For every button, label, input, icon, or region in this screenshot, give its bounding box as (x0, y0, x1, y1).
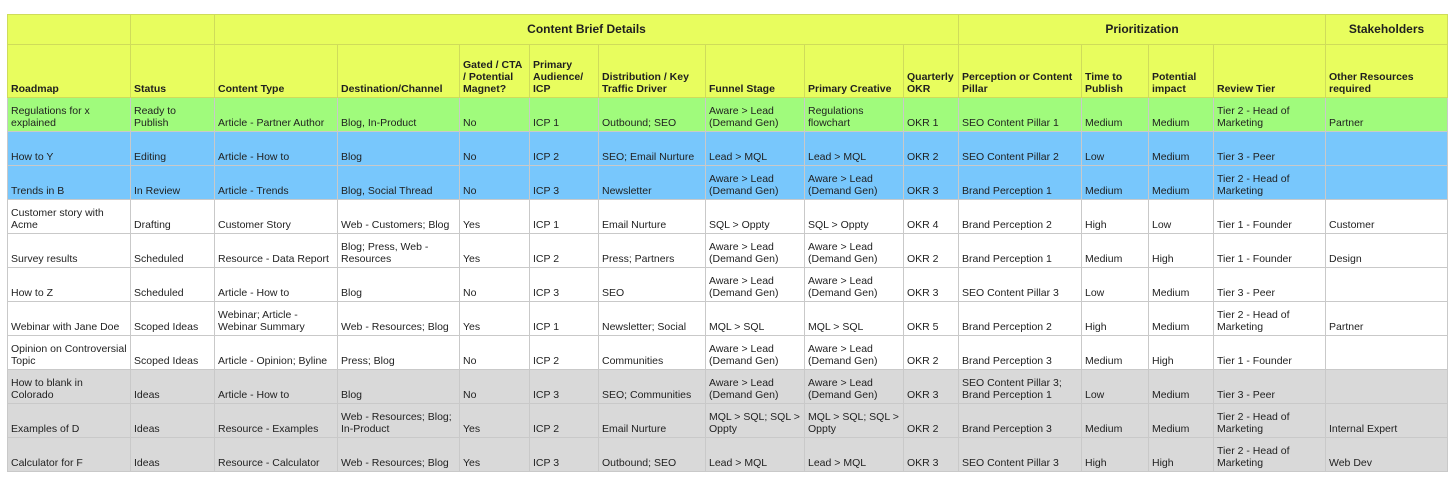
cell-potential-impact[interactable]: Medium (1149, 166, 1214, 200)
cell-quarterly-okr[interactable]: OKR 3 (904, 370, 959, 404)
cell-quarterly-okr[interactable]: OKR 3 (904, 166, 959, 200)
cell-time-to-publish[interactable]: Low (1082, 370, 1149, 404)
cell-distribution-key-traffic-driver[interactable]: Press; Partners (599, 234, 706, 268)
cell-review-tier[interactable]: Tier 2 - Head of Marketing (1214, 404, 1326, 438)
cell-perception-or-content-pillar[interactable]: Brand Perception 2 (959, 302, 1082, 336)
cell-roadmap[interactable]: Regulations for x explained (8, 98, 131, 132)
cell-distribution-key-traffic-driver[interactable]: Outbound; SEO (599, 98, 706, 132)
cell-gated-cta-potential-magnet[interactable]: No (460, 166, 530, 200)
cell-funnel-stage[interactable]: MQL > SQL; SQL > Oppty (706, 404, 805, 438)
cell-time-to-publish[interactable]: High (1082, 302, 1149, 336)
cell-destination-channel[interactable]: Web - Resources; Blog; In-Product (338, 404, 460, 438)
cell-quarterly-okr[interactable]: OKR 2 (904, 132, 959, 166)
cell-gated-cta-potential-magnet[interactable]: Yes (460, 302, 530, 336)
cell-primary-audience-icp[interactable]: ICP 3 (530, 370, 599, 404)
cell-review-tier[interactable]: Tier 3 - Peer (1214, 132, 1326, 166)
cell-roadmap[interactable]: How to blank in Colorado (8, 370, 131, 404)
cell-status[interactable]: Scheduled (131, 268, 215, 302)
cell-roadmap[interactable]: Customer story with Acme (8, 200, 131, 234)
cell-status[interactable]: Ready to Publish (131, 98, 215, 132)
column-header-funnel-stage[interactable]: Funnel Stage (706, 45, 805, 98)
cell-distribution-key-traffic-driver[interactable]: Email Nurture (599, 200, 706, 234)
group-header-empty[interactable] (131, 15, 215, 45)
cell-review-tier[interactable]: Tier 1 - Founder (1214, 200, 1326, 234)
cell-destination-channel[interactable]: Blog (338, 268, 460, 302)
cell-perception-or-content-pillar[interactable]: SEO Content Pillar 3 (959, 268, 1082, 302)
cell-review-tier[interactable]: Tier 2 - Head of Marketing (1214, 302, 1326, 336)
cell-gated-cta-potential-magnet[interactable]: Yes (460, 234, 530, 268)
cell-quarterly-okr[interactable]: OKR 2 (904, 404, 959, 438)
cell-quarterly-okr[interactable]: OKR 2 (904, 336, 959, 370)
cell-other-resources-required[interactable]: Customer (1326, 200, 1448, 234)
column-header-roadmap[interactable]: Roadmap (8, 45, 131, 98)
cell-other-resources-required[interactable]: Internal Expert (1326, 404, 1448, 438)
column-header-status[interactable]: Status (131, 45, 215, 98)
column-header-perception-or-content-pillar[interactable]: Perception or Content Pillar (959, 45, 1082, 98)
cell-gated-cta-potential-magnet[interactable]: Yes (460, 200, 530, 234)
table-row (8, 268, 1448, 302)
cell-primary-creative[interactable]: SQL > Oppty (805, 200, 904, 234)
cell-other-resources-required[interactable]: Design (1326, 234, 1448, 268)
cell-potential-impact[interactable]: Medium (1149, 370, 1214, 404)
cell-roadmap[interactable]: How to Y (8, 132, 131, 166)
table-row (8, 302, 1448, 336)
cell-primary-creative[interactable]: Aware > Lead (Demand Gen) (805, 370, 904, 404)
cell-content-type[interactable]: Webinar; Article - Webinar Summary (215, 302, 338, 336)
cell-distribution-key-traffic-driver[interactable]: Email Nurture (599, 404, 706, 438)
cell-destination-channel[interactable]: Web - Customers; Blog (338, 200, 460, 234)
cell-destination-channel[interactable]: Press; Blog (338, 336, 460, 370)
column-header-content-type[interactable]: Content Type (215, 45, 338, 98)
column-header-primary-audience-icp[interactable]: Primary Audience/ ICP (530, 45, 599, 98)
cell-destination-channel[interactable]: Web - Resources; Blog (338, 302, 460, 336)
cell-content-type[interactable]: Article - Opinion; Byline (215, 336, 338, 370)
cell-destination-channel[interactable]: Web - Resources; Blog (338, 438, 460, 472)
cell-gated-cta-potential-magnet[interactable]: Yes (460, 438, 530, 472)
cell-quarterly-okr[interactable]: OKR 5 (904, 302, 959, 336)
cell-roadmap[interactable]: Survey results (8, 234, 131, 268)
cell-primary-audience-icp[interactable]: ICP 3 (530, 268, 599, 302)
column-header-gated-cta-potential-magnet[interactable]: Gated / CTA / Potential Magnet? (460, 45, 530, 98)
column-header-time-to-publish[interactable]: Time to Publish (1082, 45, 1149, 98)
cell-review-tier[interactable]: Tier 1 - Founder (1214, 336, 1326, 370)
cell-time-to-publish[interactable]: High (1082, 200, 1149, 234)
cell-content-type[interactable]: Resource - Data Report (215, 234, 338, 268)
table-row (8, 370, 1448, 404)
cell-perception-or-content-pillar[interactable]: SEO Content Pillar 3; Brand Perception 1 (959, 370, 1082, 404)
cell-funnel-stage[interactable]: Aware > Lead (Demand Gen) (706, 166, 805, 200)
cell-roadmap[interactable]: How to Z (8, 268, 131, 302)
cell-gated-cta-potential-magnet[interactable]: No (460, 132, 530, 166)
content-roadmap-table (7, 14, 1448, 472)
cell-review-tier[interactable]: Tier 1 - Founder (1214, 234, 1326, 268)
cell-gated-cta-potential-magnet[interactable]: No (460, 98, 530, 132)
cell-time-to-publish[interactable]: Medium (1082, 234, 1149, 268)
cell-quarterly-okr[interactable]: OKR 3 (904, 268, 959, 302)
cell-review-tier[interactable]: Tier 2 - Head of Marketing (1214, 438, 1326, 472)
cell-time-to-publish[interactable]: Medium (1082, 404, 1149, 438)
column-header-primary-creative[interactable]: Primary Creative (805, 45, 904, 98)
cell-quarterly-okr[interactable]: OKR 1 (904, 98, 959, 132)
cell-content-type[interactable]: Article - How to (215, 370, 338, 404)
cell-time-to-publish[interactable]: Medium (1082, 336, 1149, 370)
cell-review-tier[interactable]: Tier 2 - Head of Marketing (1214, 166, 1326, 200)
cell-time-to-publish[interactable]: High (1082, 438, 1149, 472)
table-row (8, 336, 1448, 370)
cell-quarterly-okr[interactable]: OKR 2 (904, 234, 959, 268)
cell-roadmap[interactable]: Opinion on Controversial Topic (8, 336, 131, 370)
cell-primary-audience-icp[interactable]: ICP 3 (530, 166, 599, 200)
cell-primary-creative[interactable]: Aware > Lead (Demand Gen) (805, 268, 904, 302)
cell-gated-cta-potential-magnet[interactable]: No (460, 336, 530, 370)
cell-roadmap[interactable]: Calculator for F (8, 438, 131, 472)
cell-gated-cta-potential-magnet[interactable]: Yes (460, 404, 530, 438)
cell-funnel-stage[interactable]: Aware > Lead (Demand Gen) (706, 268, 805, 302)
cell-roadmap[interactable]: Trends in B (8, 166, 131, 200)
cell-status[interactable]: Ideas (131, 370, 215, 404)
cell-quarterly-okr[interactable]: OKR 3 (904, 438, 959, 472)
cell-content-type[interactable]: Article - How to (215, 268, 338, 302)
cell-destination-channel[interactable]: Blog; Press, Web - Resources (338, 234, 460, 268)
cell-quarterly-okr[interactable]: OKR 4 (904, 200, 959, 234)
cell-destination-channel[interactable]: Blog (338, 370, 460, 404)
cell-time-to-publish[interactable]: Low (1082, 132, 1149, 166)
cell-review-tier[interactable]: Tier 3 - Peer (1214, 268, 1326, 302)
cell-perception-or-content-pillar[interactable]: Brand Perception 1 (959, 234, 1082, 268)
cell-status[interactable]: Scheduled (131, 234, 215, 268)
cell-content-type[interactable]: Article - Trends (215, 166, 338, 200)
cell-content-type[interactable]: Resource - Calculator (215, 438, 338, 472)
cell-other-resources-required[interactable] (1326, 268, 1448, 302)
cell-content-type[interactable]: Customer Story (215, 200, 338, 234)
cell-funnel-stage[interactable]: Aware > Lead (Demand Gen) (706, 98, 805, 132)
cell-primary-creative[interactable]: Lead > MQL (805, 438, 904, 472)
table-row (8, 166, 1448, 200)
cell-distribution-key-traffic-driver[interactable]: SEO (599, 268, 706, 302)
cell-primary-creative[interactable]: MQL > SQL; SQL > Oppty (805, 404, 904, 438)
cell-perception-or-content-pillar[interactable]: SEO Content Pillar 2 (959, 132, 1082, 166)
group-header-stakeholders[interactable]: Stakeholders (1326, 15, 1448, 45)
cell-funnel-stage[interactable]: Lead > MQL (706, 438, 805, 472)
table-row (8, 132, 1448, 166)
cell-other-resources-required[interactable]: Partner (1326, 98, 1448, 132)
cell-status[interactable]: Ideas (131, 438, 215, 472)
cell-funnel-stage[interactable]: Aware > Lead (Demand Gen) (706, 336, 805, 370)
cell-distribution-key-traffic-driver[interactable]: Outbound; SEO (599, 438, 706, 472)
cell-potential-impact[interactable]: High (1149, 234, 1214, 268)
column-header-row (8, 45, 1448, 98)
cell-potential-impact[interactable]: Medium (1149, 132, 1214, 166)
cell-content-type[interactable]: Article - How to (215, 132, 338, 166)
cell-potential-impact[interactable]: Medium (1149, 302, 1214, 336)
cell-review-tier[interactable]: Tier 3 - Peer (1214, 370, 1326, 404)
cell-status[interactable]: Scoped Ideas (131, 336, 215, 370)
cell-distribution-key-traffic-driver[interactable]: Newsletter (599, 166, 706, 200)
cell-distribution-key-traffic-driver[interactable]: Newsletter; Social (599, 302, 706, 336)
group-header-empty[interactable] (8, 15, 131, 45)
cell-primary-audience-icp[interactable]: ICP 2 (530, 234, 599, 268)
column-header-other-resources-required[interactable]: Other Resources required (1326, 45, 1448, 98)
table-row (8, 438, 1448, 472)
group-header-prioritization[interactable]: Prioritization (959, 15, 1326, 45)
cell-status[interactable]: Drafting (131, 200, 215, 234)
cell-primary-audience-icp[interactable]: ICP 1 (530, 200, 599, 234)
cell-other-resources-required[interactable] (1326, 370, 1448, 404)
cell-primary-audience-icp[interactable]: ICP 1 (530, 302, 599, 336)
cell-primary-creative[interactable]: Lead > MQL (805, 132, 904, 166)
cell-distribution-key-traffic-driver[interactable]: SEO; Email Nurture (599, 132, 706, 166)
cell-time-to-publish[interactable]: Medium (1082, 98, 1149, 132)
cell-time-to-publish[interactable]: Medium (1082, 166, 1149, 200)
cell-gated-cta-potential-magnet[interactable]: No (460, 370, 530, 404)
cell-review-tier[interactable]: Tier 2 - Head of Marketing (1214, 98, 1326, 132)
column-header-review-tier[interactable]: Review Tier (1214, 45, 1326, 98)
cell-potential-impact[interactable]: Medium (1149, 268, 1214, 302)
cell-primary-audience-icp[interactable]: ICP 2 (530, 404, 599, 438)
cell-distribution-key-traffic-driver[interactable]: SEO; Communities (599, 370, 706, 404)
cell-potential-impact[interactable]: Low (1149, 200, 1214, 234)
cell-time-to-publish[interactable]: Low (1082, 268, 1149, 302)
cell-status[interactable]: Scoped Ideas (131, 302, 215, 336)
cell-primary-creative[interactable]: Regulations flowchart (805, 98, 904, 132)
table-row (8, 200, 1448, 234)
column-header-destination-channel[interactable]: Destination/Channel (338, 45, 460, 98)
cell-funnel-stage[interactable]: Aware > Lead (Demand Gen) (706, 234, 805, 268)
cell-perception-or-content-pillar[interactable]: Brand Perception 2 (959, 200, 1082, 234)
table-row (8, 98, 1448, 132)
cell-destination-channel[interactable]: Blog, In-Product (338, 98, 460, 132)
cell-status[interactable]: Ideas (131, 404, 215, 438)
cell-primary-creative[interactable]: Aware > Lead (Demand Gen) (805, 234, 904, 268)
group-header-content-brief-details[interactable]: Content Brief Details (215, 15, 959, 45)
cell-potential-impact[interactable]: Medium (1149, 404, 1214, 438)
cell-funnel-stage[interactable]: Aware > Lead (Demand Gen) (706, 370, 805, 404)
cell-other-resources-required[interactable]: Web Dev (1326, 438, 1448, 472)
cell-funnel-stage[interactable]: SQL > Oppty (706, 200, 805, 234)
cell-perception-or-content-pillar[interactable]: Brand Perception 3 (959, 336, 1082, 370)
table-row (8, 404, 1448, 438)
cell-status[interactable]: In Review (131, 166, 215, 200)
column-header-quarterly-okr[interactable]: Quarterly OKR (904, 45, 959, 98)
cell-content-type[interactable]: Resource - Examples (215, 404, 338, 438)
cell-roadmap[interactable]: Examples of D (8, 404, 131, 438)
cell-other-resources-required[interactable] (1326, 336, 1448, 370)
cell-perception-or-content-pillar[interactable]: SEO Content Pillar 1 (959, 98, 1082, 132)
cell-primary-creative[interactable]: Aware > Lead (Demand Gen) (805, 336, 904, 370)
cell-primary-audience-icp[interactable]: ICP 1 (530, 98, 599, 132)
cell-perception-or-content-pillar[interactable]: Brand Perception 3 (959, 404, 1082, 438)
cell-destination-channel[interactable]: Blog (338, 132, 460, 166)
cell-other-resources-required[interactable] (1326, 166, 1448, 200)
cell-perception-or-content-pillar[interactable]: SEO Content Pillar 3 (959, 438, 1082, 472)
cell-primary-creative[interactable]: Aware > Lead (Demand Gen) (805, 166, 904, 200)
cell-primary-audience-icp[interactable]: ICP 3 (530, 438, 599, 472)
cell-roadmap[interactable]: Webinar with Jane Doe (8, 302, 131, 336)
cell-potential-impact[interactable]: High (1149, 438, 1214, 472)
cell-status[interactable]: Editing (131, 132, 215, 166)
cell-primary-creative[interactable]: MQL > SQL (805, 302, 904, 336)
group-header-row (8, 15, 1448, 45)
column-header-distribution-key-traffic-driver[interactable]: Distribution / Key Traffic Driver (599, 45, 706, 98)
cell-primary-audience-icp[interactable]: ICP 2 (530, 132, 599, 166)
cell-potential-impact[interactable]: Medium (1149, 98, 1214, 132)
table-body (8, 98, 1448, 472)
cell-potential-impact[interactable]: High (1149, 336, 1214, 370)
cell-funnel-stage[interactable]: MQL > SQL (706, 302, 805, 336)
cell-funnel-stage[interactable]: Lead > MQL (706, 132, 805, 166)
cell-destination-channel[interactable]: Blog, Social Thread (338, 166, 460, 200)
cell-perception-or-content-pillar[interactable]: Brand Perception 1 (959, 166, 1082, 200)
cell-content-type[interactable]: Article - Partner Author (215, 98, 338, 132)
cell-primary-audience-icp[interactable]: ICP 2 (530, 336, 599, 370)
cell-gated-cta-potential-magnet[interactable]: No (460, 268, 530, 302)
cell-other-resources-required[interactable] (1326, 132, 1448, 166)
cell-distribution-key-traffic-driver[interactable]: Communities (599, 336, 706, 370)
cell-other-resources-required[interactable]: Partner (1326, 302, 1448, 336)
table-row (8, 234, 1448, 268)
column-header-potential-impact[interactable]: Potential impact (1149, 45, 1214, 98)
